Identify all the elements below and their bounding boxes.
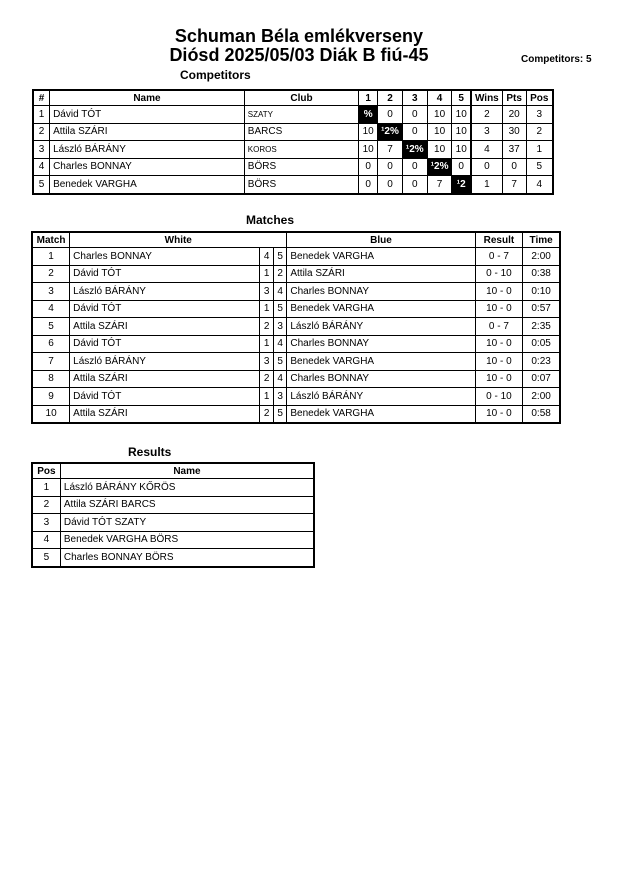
competitor-club: SZATY [244,106,358,124]
match-blue-num: 2 [273,265,286,283]
match-blue-name: László BÁRÁNY [287,318,475,336]
match-time: 2:00 [523,248,560,266]
competitors-count: Competitors: 5 [521,54,592,65]
score-cell-self: ¹2% [402,141,427,159]
match-white-name: Dávid TÓT [70,335,260,353]
competitor-pts: 30 [502,123,526,141]
result-name: Benedek VARGHA BÖRS [60,531,314,549]
match-result: 10 - 0 [475,283,523,301]
match-result: 10 - 0 [475,353,523,371]
match-white-name: Charles BONNAY [70,248,260,266]
competitor-pts: 7 [502,176,526,194]
competitor-num: 2 [33,123,50,141]
match-white-name: Dávid TÓT [70,300,260,318]
score-cell: 10 [452,123,471,141]
competitor-row [33,106,553,124]
match-blue-name: Benedek VARGHA [287,353,475,371]
match-white-num: 3 [260,353,273,371]
col-result-pos: Pos [32,463,60,479]
match-white-num: 2 [260,405,273,423]
match-row [32,318,560,336]
match-blue-num: 4 [273,335,286,353]
match-white-name: Attila SZÁRI [70,370,260,388]
match-blue-num: 3 [273,388,286,406]
score-cell: 10 [427,106,452,124]
result-name: Attila SZÁRI BARCS [60,496,314,514]
results-header-row [32,463,314,479]
match-number: 3 [32,283,70,301]
competitor-name: László BÁRÁNY [50,141,245,159]
match-row [32,335,560,353]
score-cell: 10 [452,141,471,159]
competitor-pts: 0 [502,158,526,176]
match-blue-name: László BÁRÁNY [287,388,475,406]
col-club: Club [244,90,358,106]
col-result-name: Name [60,463,314,479]
match-result: 10 - 0 [475,300,523,318]
match-number: 4 [32,300,70,318]
match-row [32,283,560,301]
match-white-num: 3 [260,283,273,301]
score-cell: 0 [402,123,427,141]
matches-table [31,231,561,424]
match-time: 0:07 [523,370,560,388]
match-blue-name: Charles BONNAY [287,283,475,301]
result-name: László BÁRÁNY KŐRÖS [60,479,314,497]
competitor-num: 1 [33,106,50,124]
match-result: 0 - 10 [475,265,523,283]
match-time: 0:23 [523,353,560,371]
col-r2: 2 [378,90,403,106]
match-row [32,370,560,388]
competitor-row [33,141,553,159]
match-white-num: 2 [260,318,273,336]
match-number: 1 [32,248,70,266]
score-cell: 10 [427,141,452,159]
match-time: 0:05 [523,335,560,353]
col-name: Name [50,90,245,106]
match-result: 10 - 0 [475,405,523,423]
match-blue-num: 3 [273,318,286,336]
competitor-name: Attila SZÁRI [50,123,245,141]
col-match: Match [32,232,70,248]
competitor-row [33,123,553,141]
match-number: 2 [32,265,70,283]
score-cell-self: ¹2 [452,176,471,194]
result-pos: 3 [32,514,60,532]
score-cell: 0 [452,158,471,176]
col-result: Result [475,232,523,248]
match-white-num: 1 [260,265,273,283]
match-white-num: 1 [260,300,273,318]
match-number: 8 [32,370,70,388]
result-name: Charles BONNAY BÖRS [60,549,314,567]
competitor-num: 4 [33,158,50,176]
match-result: 0 - 7 [475,248,523,266]
competitors-header-row [33,90,553,106]
match-blue-name: Benedek VARGHA [287,300,475,318]
score-cell: 0 [402,158,427,176]
competitor-name: Charles BONNAY [50,158,245,176]
match-white-name: Attila SZÁRI [70,318,260,336]
match-row [32,388,560,406]
match-blue-num: 5 [273,248,286,266]
match-blue-name: Attila SZÁRI [287,265,475,283]
competitor-num: 5 [33,176,50,194]
competitor-row [33,158,553,176]
match-blue-name: Charles BONNAY [287,370,475,388]
col-pts: Pts [502,90,526,106]
match-result: 0 - 7 [475,318,523,336]
match-white-num: 4 [260,248,273,266]
competitor-name: Dávid TÓT [50,106,245,124]
match-white-name: László BÁRÁNY [70,353,260,371]
match-white-num: 1 [260,335,273,353]
score-cell-self: ¹2% [378,123,403,141]
match-time: 0:38 [523,265,560,283]
competitor-pos: 2 [526,123,553,141]
result-pos: 1 [32,479,60,497]
page-title: Schuman Béla emlékverseny [174,26,424,46]
match-row [32,300,560,318]
competitor-pos: 3 [526,106,553,124]
match-blue-num: 5 [273,353,286,371]
competitor-wins: 4 [471,141,502,159]
page-subtitle: Diósd 2025/05/03 Diák B fiú-45 [169,45,429,65]
score-cell: 0 [378,106,403,124]
score-cell: 0 [402,106,427,124]
match-blue-name: Benedek VARGHA [287,405,475,423]
score-cell: 0 [359,176,378,194]
score-cell-self: ¹2% [427,158,452,176]
match-number: 9 [32,388,70,406]
result-row [32,531,314,549]
col-wins: Wins [471,90,502,106]
competitor-club: KOROS [244,141,358,159]
match-blue-name: Charles BONNAY [287,335,475,353]
col-r3: 3 [402,90,427,106]
score-cell: 7 [378,141,403,159]
match-time: 2:00 [523,388,560,406]
match-white-name: Dávid TÓT [70,265,260,283]
match-result: 0 - 10 [475,388,523,406]
competitor-club: BÖRS [244,158,358,176]
match-blue-name: Benedek VARGHA [287,248,475,266]
match-result: 10 - 0 [475,370,523,388]
competitor-num: 3 [33,141,50,159]
score-cell: 0 [378,158,403,176]
match-time: 0:58 [523,405,560,423]
col-r1: 1 [359,90,378,106]
match-result: 10 - 0 [475,335,523,353]
score-cell: 7 [427,176,452,194]
competitor-pts: 20 [502,106,526,124]
result-row [32,549,314,567]
competitor-wins: 0 [471,158,502,176]
competitor-row [33,176,553,194]
col-time: Time [523,232,560,248]
result-row [32,514,314,532]
competitor-wins: 1 [471,176,502,194]
competitor-pos: 1 [526,141,553,159]
match-white-name: Dávid TÓT [70,388,260,406]
result-name: Dávid TÓT SZATY [60,514,314,532]
match-white-name: László BÁRÁNY [70,283,260,301]
match-number: 10 [32,405,70,423]
col-r4: 4 [427,90,452,106]
col-num: # [33,90,50,106]
score-cell: 0 [359,158,378,176]
col-white: White [70,232,287,248]
competitor-wins: 3 [471,123,502,141]
match-time: 0:10 [523,283,560,301]
competitors-table [32,89,554,195]
competitor-wins: 2 [471,106,502,124]
results-section-title: Results [128,445,172,459]
competitor-club: BÖRS [244,176,358,194]
competitor-club: BARCS [244,123,358,141]
result-row [32,479,314,497]
match-time: 0:57 [523,300,560,318]
match-white-num: 1 [260,388,273,406]
results-table [31,462,315,568]
col-pos: Pos [526,90,553,106]
score-cell: 0 [402,176,427,194]
score-cell: 0 [378,176,403,194]
score-cell: 10 [359,141,378,159]
match-number: 5 [32,318,70,336]
score-cell: 10 [427,123,452,141]
match-white-name: Attila SZÁRI [70,405,260,423]
result-row [32,496,314,514]
match-row [32,353,560,371]
match-white-num: 2 [260,370,273,388]
match-number: 7 [32,353,70,371]
competitor-name: Benedek VARGHA [50,176,245,194]
match-blue-num: 5 [273,300,286,318]
competitor-pts: 37 [502,141,526,159]
result-pos: 4 [32,531,60,549]
matches-section-title: Matches [246,213,295,227]
col-r5: 5 [452,90,471,106]
result-pos: 2 [32,496,60,514]
matches-header-row [32,232,560,248]
col-blue: Blue [287,232,475,248]
competitor-pos: 5 [526,158,553,176]
competitor-pos: 4 [526,176,553,194]
match-row [32,265,560,283]
match-number: 6 [32,335,70,353]
match-blue-num: 5 [273,405,286,423]
match-blue-num: 4 [273,283,286,301]
score-cell: 10 [359,123,378,141]
match-blue-num: 4 [273,370,286,388]
competitors-section-title: Competitors [180,68,251,82]
match-row [32,248,560,266]
result-pos: 5 [32,549,60,567]
score-cell: 10 [452,106,471,124]
score-cell-self: % [359,106,378,124]
match-row [32,405,560,423]
match-time: 2:35 [523,318,560,336]
